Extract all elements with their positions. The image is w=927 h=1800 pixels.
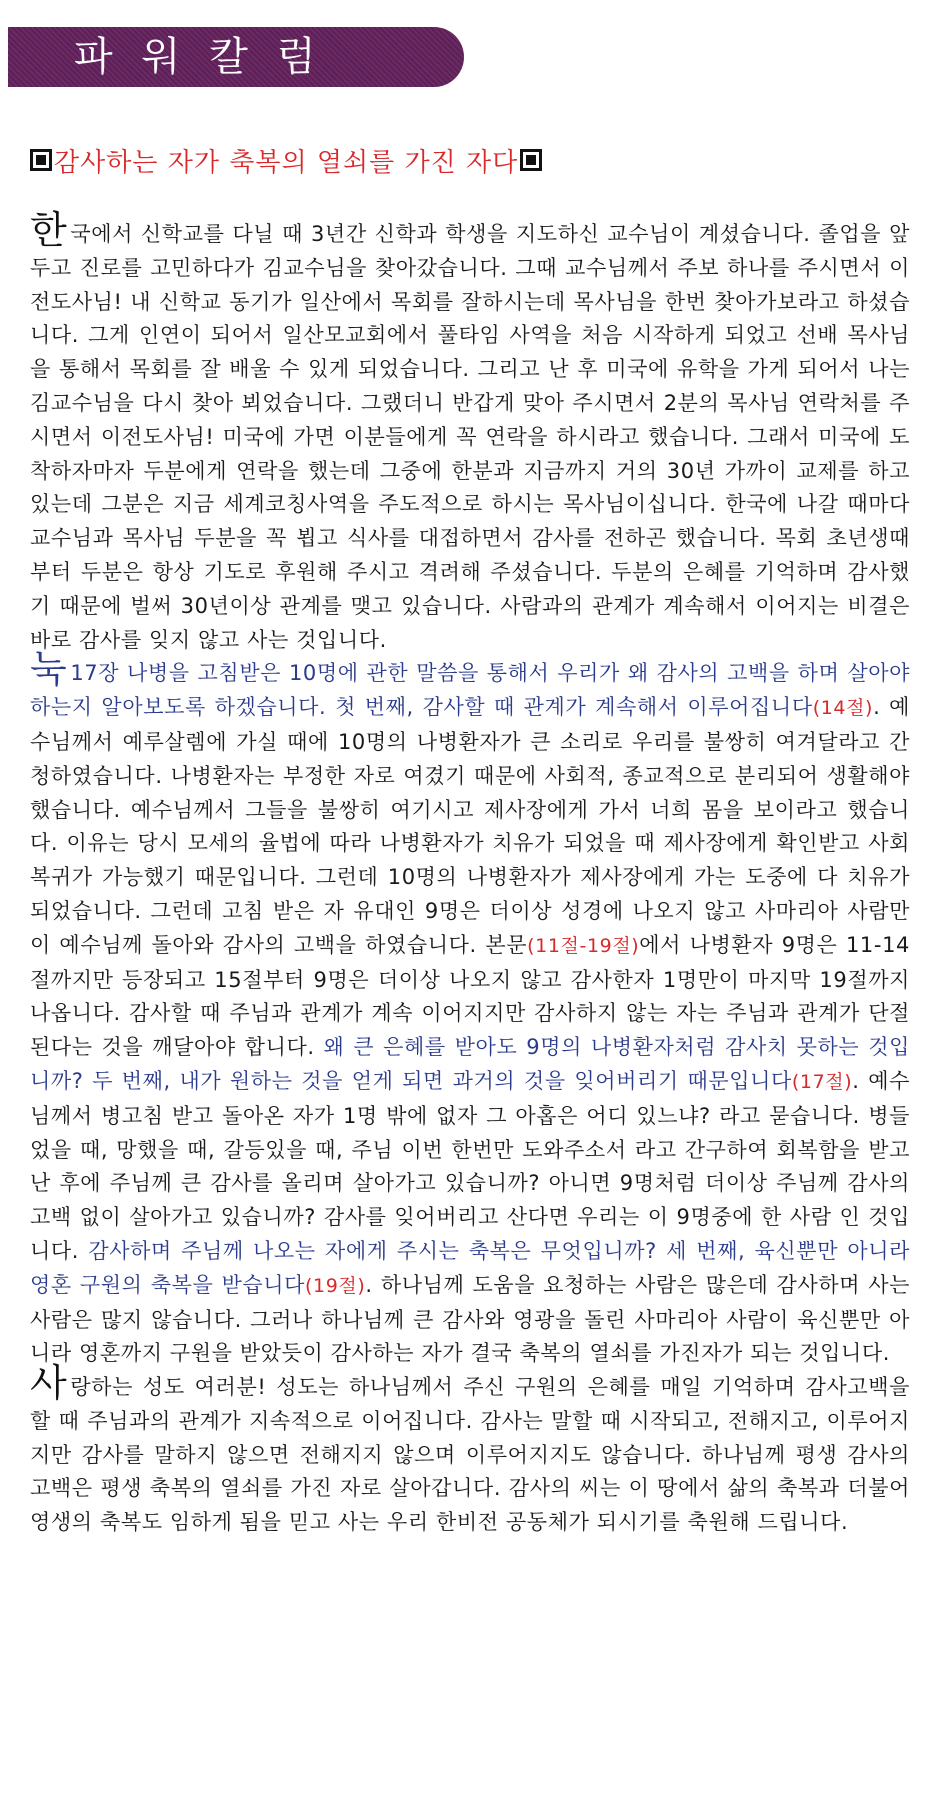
square-bullet-icon [30,149,52,171]
paragraph-text: . 예수님께서 병고침 받고 돌아온 자가 1명 밖에 없자 그 아홉은 어디 있느냐? 라고 묻습니다. 병들었을 때, 망했을 때, 갈등있을 때, 주님 이번 한번만 도와주소서 라고 간구하여 회복함을 받고 난 후에 주님께 큰 감사를 올리며 살아가고 있습니까? 아니면 9명처럼 더이상 주님께 감사의 고백 없이 살아가고 있습니까? 감사를 잊어버리고 산다면 우리는 이 9명중에 한 사람 인 것입니다. [30,1068,911,1263]
article-paragraph-2 [30,647,911,1371]
verse-reference: (11절-19절) [527,934,640,957]
article-body [30,208,911,1540]
highlight-text: 감사하며 주님께 나오는 자에게 주시는 축복은 무엇입니까? 세 번째, 육신뿐만 아니라 영혼 구원의 축복을 받습니다 [30,1238,910,1297]
square-bullet-icon [520,149,542,171]
dropcap: 눅 [30,647,68,692]
dropcap: 한 [30,208,68,252]
banner-title: 파워칼럼 [74,34,345,80]
highlight-text: 17장 나병을 고침받은 10명에 관한 말씀을 통해서 우리가 왜 감사의 고백을 하며 살아야 하는지 알아보도록 하겠습니다. 첫 번째, 감사할 때 관계가 계속해서 이루어집니다 [30,661,910,720]
paragraph-text: 국에서 신학교를 다닐 때 3년간 신학과 학생을 지도하신 교수님이 계셨습니다. 졸업을 앞두고 진로를 고민하다가 김교수님을 찾아갔습니다. 그때 교수님께서 주보 하나를 주시면서 이전도사님! 내 신학교 동기가 일산에서 목회를 잘하시는데 목사님을 한번 찾아가보라고 하셨습니다. 그게 인연이 되어서 일산모교회에서 풀타임 사역을 처음 시작하게 되었고 선배 목사님을 통해서 목회를 잘 배울 수 있게 되었습니다. 그리고 난 후 미국에 유학을 가게 되어서 나는 김교수님을 다시 찾아 뵈었습니다. 그랬더니 반갑게 맞아 주시면서 2분의 목사님 연락처를 주시면서 이전도사님! 미국에 가면 이분들에게 꼭 연락을 하시라고 했습니다. 그래서 미국에 도착하자마자 두분에게 연락을 했는데 그중에 한분과 지금까지 거의 30년 가까이 교제를 하고 있는데 그분은 지금 세계코칭사역을 주도적으로 하시는 목사님이십니다. 한국에 나갈 때마다 교수님과 목사님 두분을 꼭 뵙고 식사를 대접하면서 감사를 전하곤 했습니다. 목회 초년생때부터 두분은 항상 기도로 후원해 주시고 격려해 주셨습니다. 두분의 은혜를 기억하며 감사했기 때문에 벌써 30년이상 관계를 맺고 있습니다. 사람과의 관계가 계속해서 이어지는 비결은 바로 감사를 잊지 않고 사는 것입니다. [30,222,910,652]
paragraph-text: 에서 나병환자 9명은 11-14절까지만 등장되고 15절부터 9명은 더이상 나오지 않고 감사한자 1명만이 마지막 19절까지 나옵니다. 감사할 때 주님과 관계가 계속 이어지지만 감사하지 않는 자는 주님과 관계가 단절된다는 것을 깨달아야 합니다. [30,932,910,1060]
highlight-text: 왜 큰 은혜를 받아도 9명의 나병환자처럼 감사치 못하는 것입니까? 두 번째, 내가 원하는 것을 얻게 되면 과거의 것을 잊어버리기 때문입니다 [30,1035,910,1093]
article-headline [30,140,542,180]
paragraph-text: . 예수님께서 예루살렘에 가실 때에 10명의 나병환자가 큰 소리로 우리를 불쌍히 여겨달라고 간청하였습니다. 나병환자는 부정한 자로 여겼기 때문에 사회적, 종교적으로 분리되어 생활해야 했습니다. 예수님께서 그들을 불쌍히 여기시고 제사장에게 가서 너희 몸을 보이라고 했습니다. 이유는 당시 모세의 율법에 따라 나병환자가 치유가 되었을 때 제사장에게 확인받고 사회복귀가 가능했기 때문입니다. 그런데 10명의 나병환자가 제사장에게 가는 도중에 다 치유가 되었습니다. 그런데 고침 받은 자 유대인 9명은 더이상 성경에 나오지 않고 사마리아 사람만이 예수님께 돌아와 감사의 고백을 하였습니다. 본문 [30,695,911,957]
article-paragraph-3 [30,1361,910,1540]
paragraph-text: . 하나님께 도움을 요청하는 사람은 많은데 감사하며 사는 사람은 많지 않습니다. 그러나 하나님께 큰 감사와 영광을 돌린 사마리아 사람이 육신뿐만 아니라 영혼까지 구원을 받았듯이 감사하는 자가 결국 축복의 열쇠를 가진자가 되는 것입니다. [30,1272,910,1366]
article-paragraph-1 [30,208,910,657]
column-banner [8,27,464,87]
dropcap: 사 [30,1361,68,1406]
verse-reference: (14절) [812,697,874,720]
headline-text: 감사하는 자가 축복의 열쇠를 가진 자다 [54,147,519,178]
paragraph-text: 랑하는 성도 여러분! 성도는 하나님께서 주신 구원의 은혜를 매일 기억하며 감사고백을 할 때 주님과의 관계가 지속적으로 이어집니다. 감사는 말할 때 시작되고, 전해지고, 이루어지지만 감사를 말하지 않으면 전해지지 않으며 이루어지지도 않습니다. 하나님께 평생 감사의 고백은 평생 축복의 열쇠를 가진 자로 살아갑니다. 감사의 씨는 이 땅에서 삶의 축복과 더불어 영생의 축복도 임하게 됨을 믿고 사는 우리 한비전 공동체가 되시기를 축원해 드립니다. [30,1375,910,1535]
verse-reference: (19절) [305,1274,366,1297]
verse-reference: (17절) [791,1070,853,1093]
